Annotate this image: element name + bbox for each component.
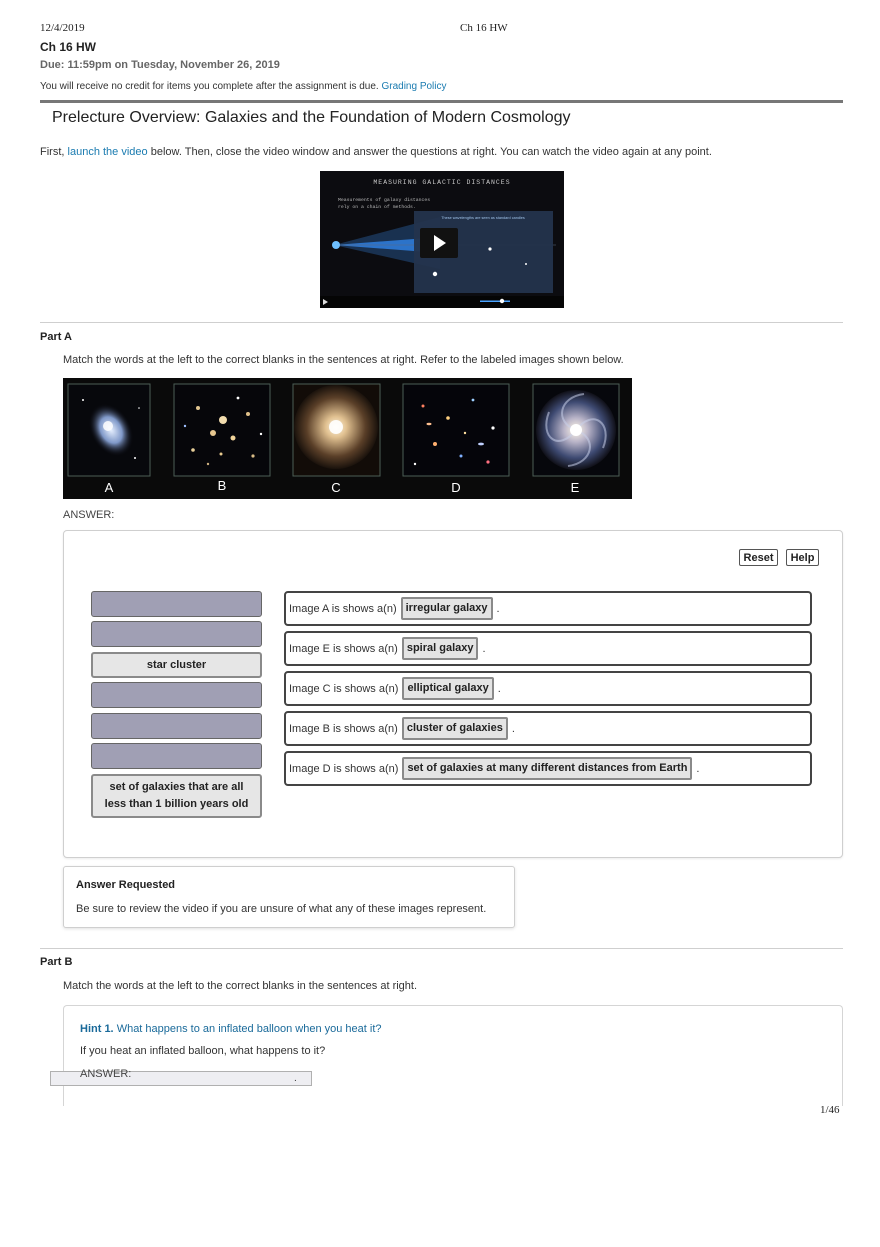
- image-label-d: D: [451, 480, 461, 495]
- assignment-title: Ch 16 HW: [40, 40, 97, 54]
- hint-title: What happens to an inflated balloon when you heat it?: [116, 1023, 382, 1035]
- video-caption-2: rely on a chain of methods.: [338, 205, 416, 210]
- galaxy-images: [63, 378, 632, 499]
- hint-1-toggle[interactable]: [80, 1023, 382, 1035]
- prelecture-title: Prelecture Overview: Galaxies and the Foundation of Modern Cosmology: [52, 109, 571, 126]
- sentence-prefix: Image A is shows a(n): [289, 602, 397, 615]
- sentence-suffix: .: [511, 722, 515, 735]
- part-a-instruction: Match the words at the left to the correct blanks in the sentences at right. Refer to the labeled images shown below.: [63, 354, 624, 366]
- word-bank-slot-2[interactable]: [91, 621, 262, 647]
- word-tile-star-cluster[interactable]: star cluster: [91, 652, 262, 678]
- intro-before: First,: [40, 146, 65, 158]
- answer-chip[interactable]: set of galaxies at many different distances from Earth: [402, 757, 692, 780]
- sentence-prefix: Image E is shows a(n): [289, 642, 398, 655]
- print-date: 12/4/2019: [40, 22, 85, 34]
- galaxy-image-e: [533, 384, 619, 476]
- part-a-heading: Part A: [40, 331, 72, 343]
- word-bank-slot-4[interactable]: [91, 682, 262, 708]
- galaxy-image-a: [68, 384, 150, 476]
- sentence-suffix: .: [482, 642, 486, 655]
- answer-requested-body: Be sure to review the video if you are unsure of what any of these images represent.: [76, 903, 487, 915]
- hint-answer-label: ANSWER:: [80, 1068, 132, 1080]
- word-bank-slot-1[interactable]: [91, 591, 262, 617]
- hint-body: If you heat an inflated balloon, what happens to it?: [80, 1045, 326, 1057]
- answer-chip[interactable]: spiral galaxy: [402, 637, 479, 660]
- word-bank-slot-5[interactable]: [91, 713, 262, 739]
- sentence-row: [284, 671, 812, 706]
- part-a-divider: [40, 322, 843, 323]
- answer-chip[interactable]: elliptical galaxy: [402, 677, 493, 700]
- sentence-suffix: .: [496, 602, 500, 615]
- page-number: 1/46: [820, 1104, 840, 1116]
- header-divider: [40, 100, 843, 103]
- video-caption-1: Measurements of galaxy distances: [338, 198, 431, 203]
- answer-chip[interactable]: irregular galaxy: [401, 597, 493, 620]
- hint-number: Hint 1.: [80, 1023, 114, 1035]
- part-b-divider: [40, 948, 843, 949]
- answer-requested-title: Answer Requested: [76, 879, 176, 891]
- due-date: Due: 11:59pm on Tuesday, November 26, 2019: [40, 59, 280, 71]
- late-notice-text: You will receive no credit for items you complete after the assignment is due.: [40, 81, 379, 92]
- sentence-row: [284, 591, 812, 626]
- answer-chip[interactable]: cluster of galaxies: [402, 717, 508, 740]
- sentence-prefix: Image B is shows a(n): [289, 722, 398, 735]
- reset-button[interactable]: Reset: [739, 549, 778, 566]
- image-label-b: B: [217, 478, 227, 493]
- sentence-prefix: Image C is shows a(n): [289, 682, 399, 695]
- galaxy-image-c: [293, 384, 380, 476]
- sentence-prefix: Image D is shows a(n): [289, 762, 399, 775]
- intro-text: [40, 146, 712, 158]
- sentence-suffix: .: [696, 762, 700, 775]
- galaxy-image-d: [403, 384, 509, 476]
- intro-after: below. Then, close the video window and answer the questions at right. You can watch the video again at any point.: [150, 146, 712, 158]
- hint-field-suffix: .: [294, 1073, 297, 1084]
- help-button[interactable]: Help: [786, 549, 819, 566]
- sentence-row: [284, 751, 812, 786]
- launch-video-link[interactable]: launch the video: [67, 146, 148, 158]
- late-notice: [40, 81, 447, 92]
- video-title: MEASURING GALACTIC DISTANCES: [373, 179, 511, 186]
- answer-requested-box: [63, 866, 515, 928]
- word-bank-slot-6[interactable]: [91, 743, 262, 769]
- sentence-suffix: .: [497, 682, 501, 695]
- part-a-answer-label: ANSWER:: [63, 509, 115, 521]
- video-thumbnail: [320, 171, 564, 308]
- video-popup-note: These wavelengths are seen as standard candles: [441, 216, 525, 220]
- grading-policy-link[interactable]: Grading Policy: [381, 81, 447, 92]
- part-b-heading: Part B: [40, 956, 73, 968]
- sentence-row: [284, 631, 812, 666]
- image-label-e: E: [570, 480, 580, 495]
- print-page-title: Ch 16 HW: [460, 22, 508, 34]
- sentence-row: [284, 711, 812, 746]
- part-b-instruction: Match the words at the left to the correct blanks in the sentences at right.: [63, 980, 418, 992]
- word-tile-young-galaxies[interactable]: set of galaxies that are all less than 1 billion years old: [91, 774, 262, 818]
- image-label-a: A: [104, 480, 114, 495]
- video-player[interactable]: [320, 171, 564, 308]
- image-label-c: C: [331, 480, 341, 495]
- galaxy-image-b: [174, 384, 270, 476]
